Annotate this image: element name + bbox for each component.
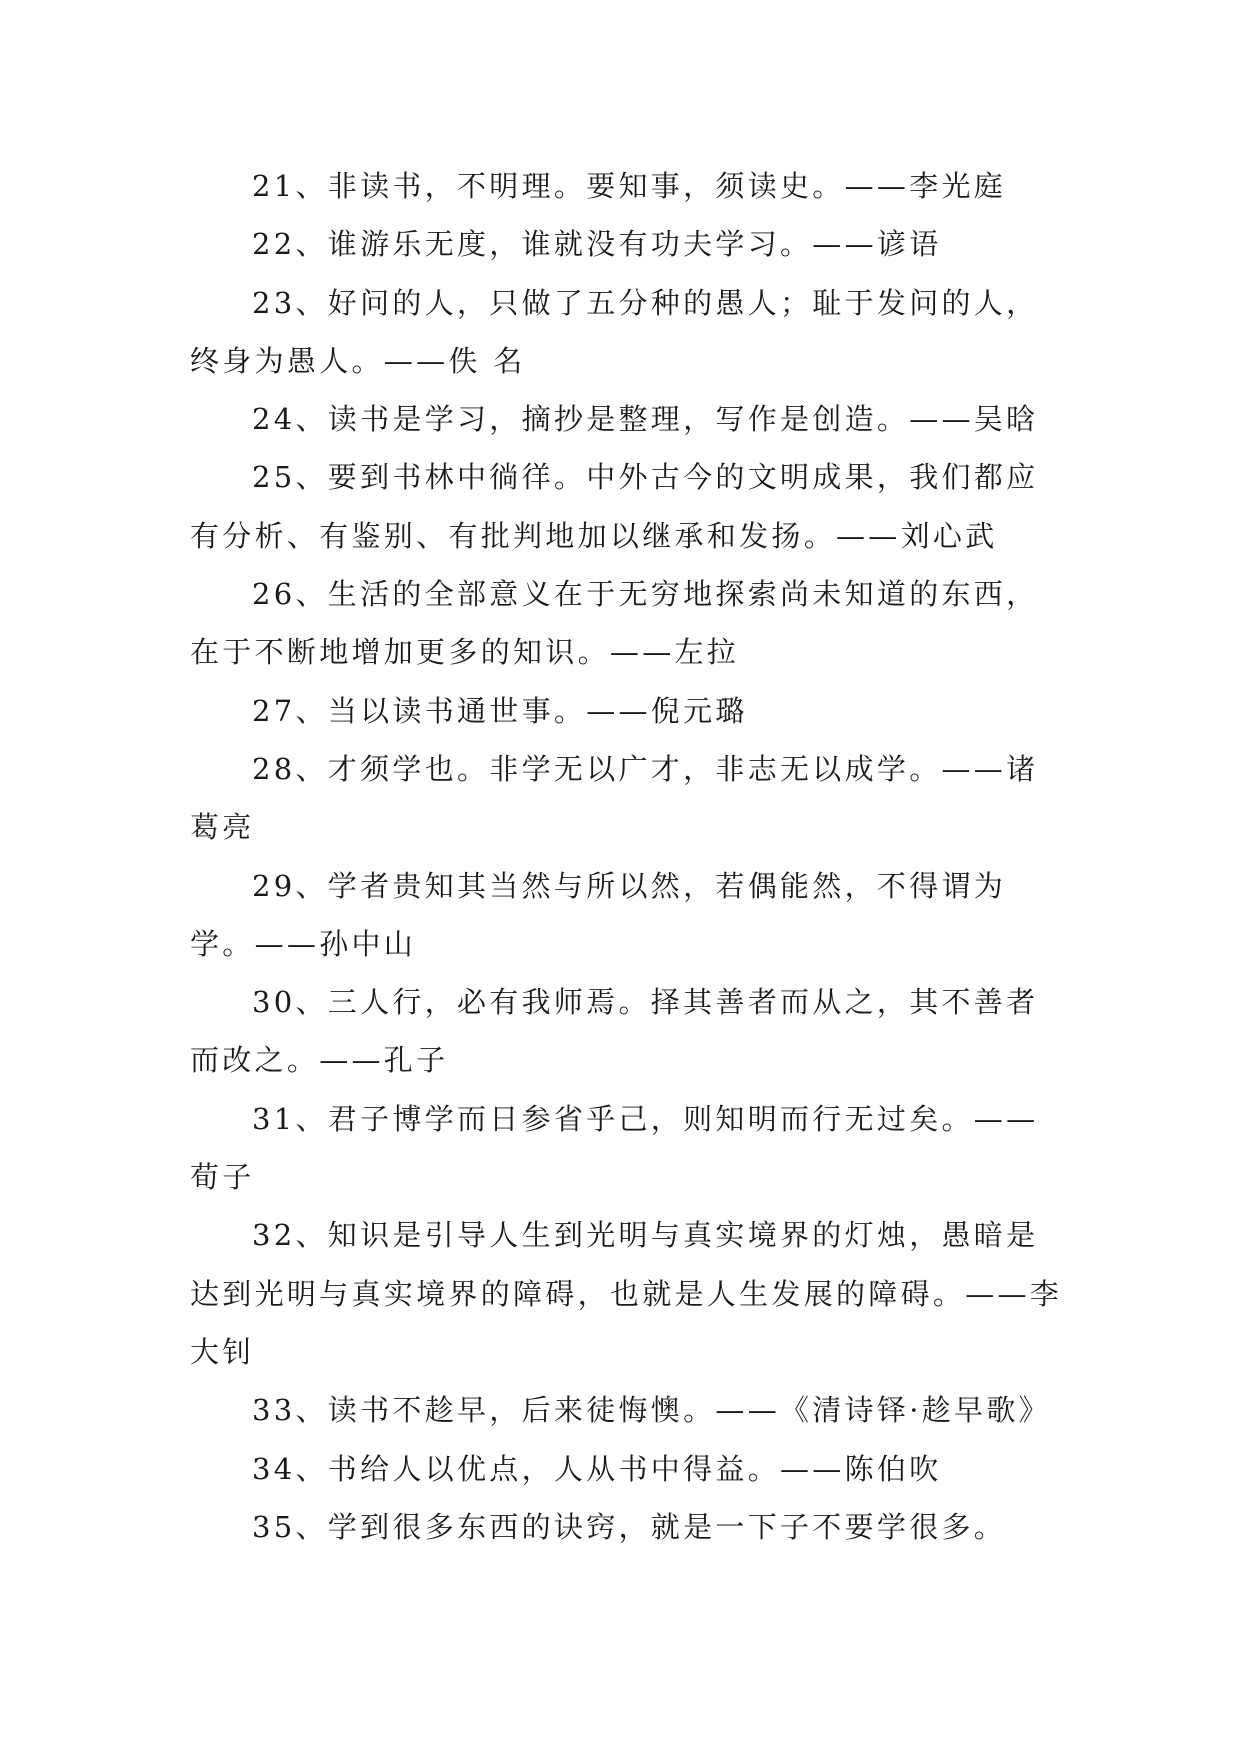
quote-29: 29、学者贵知其当然与所以然，若偶能然，不得谓为学。——孙中山 [190,868,1007,961]
quote-26: 26、生活的全部意义在于无穷地探索尚未知道的东西，在于不断地增加更多的知识。——左拉 [190,577,1039,670]
quote-21: 21、非读书，不明理。要知事，须读史。——李光庭 [252,169,1007,203]
quote-35: 35、学到很多东西的诀窍，就是一下子不要学很多。 [252,1509,1007,1544]
quote-28: 28、才须学也。非学无以广才，非志无以成学。——诸葛亮 [190,751,1039,845]
quote-list [190,157,1070,1556]
quote-30: 30、三人行，必有我师焉。择其善者而从之，其不善者而改之。——孔子 [190,985,1039,1078]
quote-33: 33、读书不趁早，后来徒悔懊。——《清诗铎·趁早歌》 [252,1393,1051,1428]
quote-23: 23、好问的人，只做了五分种的愚人；耻于发问的人，终身为愚人。——佚 名 [190,285,1039,378]
quote-27: 27、当以读书通世事。——倪元璐 [252,693,748,728]
quote-32: 32、知识是引导人生到光明与真实境界的灯烛，愚暗是达到光明与真实境界的障碍，也就是人生发展的障碍。——李大钊 [190,1218,1063,1369]
quote-25: 25、要到书林中徜徉。中外古今的文明成果，我们都应有分析、有鉴别、有批判地加以继承和发扬。——刘心武 [190,460,1039,553]
quote-22: 22、谁游乐无度，谁就没有功夫学习。——谚语 [252,227,942,262]
quote-24: 24、读书是学习，摘抄是整理，写作是创造。——吴晗 [252,402,1039,437]
quote-34: 34、书给人以优点，人从书中得益。——陈伯吹 [252,1451,942,1486]
quote-31: 31、君子博学而日参省乎己，则知明而行无过矣。——荀子 [190,1101,1039,1195]
